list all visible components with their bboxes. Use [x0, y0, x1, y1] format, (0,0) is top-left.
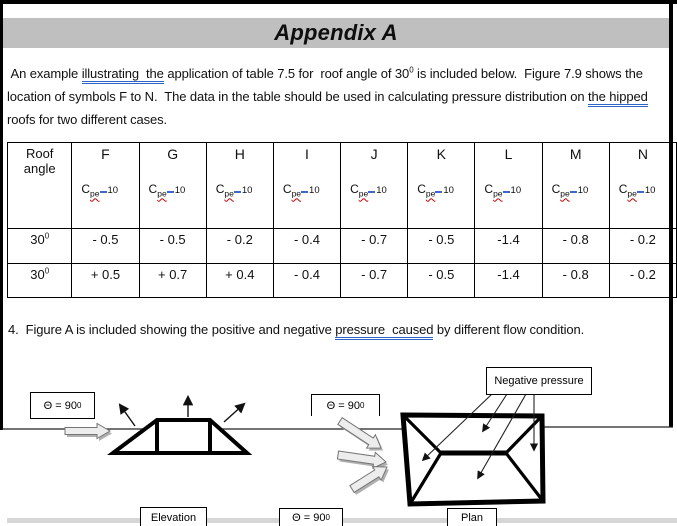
coef-dash	[503, 187, 510, 193]
coef-base: C	[417, 182, 426, 196]
value-cell: + 0.4	[206, 264, 273, 298]
intro-text: is included below. Figure 7.9 shows the location of symbols F to N. The data in the table should be used in calculating pressure distribution on	[7, 66, 647, 104]
coef-number: 10	[174, 185, 186, 196]
angle-value: 30	[30, 267, 45, 282]
coef-base: C	[484, 182, 494, 196]
theta-label-bottom: Θ = 90 0	[279, 508, 343, 526]
plan-caption	[447, 508, 497, 526]
value-cell: -1.4	[475, 229, 542, 264]
pointer-arrow-icon	[478, 394, 526, 478]
column-header-L	[475, 143, 542, 229]
elevation-caption-text: Elevation	[150, 511, 197, 524]
plan-figure	[403, 415, 543, 504]
theta-label-left: Θ = 90 0	[30, 392, 95, 419]
column-header-N	[609, 143, 676, 229]
wind-arrow-icon	[337, 451, 388, 471]
plan-outline	[403, 415, 543, 504]
wind-arrow-icon	[338, 418, 383, 451]
zone-letter: M	[569, 146, 582, 162]
wind-arrow-icon	[65, 424, 112, 442]
value-cell: - 0.2	[206, 229, 273, 264]
zone-letter: F	[101, 146, 110, 162]
column-header-G	[139, 143, 206, 229]
value-cell: - 0.5	[408, 264, 475, 298]
coef-number: 10	[376, 185, 387, 196]
zone-letter: H	[234, 146, 245, 162]
plan-hip-line	[506, 416, 542, 453]
coef-number: 10	[107, 185, 119, 196]
value-cell: - 0.7	[341, 264, 408, 298]
coef-number: 10	[577, 185, 589, 196]
coef-base: C	[618, 182, 628, 196]
pointer-arrow-icon	[483, 394, 507, 431]
coef-number: 10	[510, 185, 522, 196]
value-cell: -1.4	[475, 264, 542, 298]
zone-letter: N	[637, 146, 648, 162]
coef-base: C	[551, 182, 561, 196]
coefficient-symbol	[142, 181, 204, 199]
theta-label-middle: Θ = 90 0	[311, 394, 380, 416]
superscript-zero: 0	[44, 266, 50, 276]
coefficient-symbol	[343, 181, 405, 199]
elevation-figure	[113, 397, 247, 453]
page-border-left	[0, 0, 3, 430]
coef-subscript: pe	[425, 188, 436, 199]
roof-angle-cell	[8, 229, 72, 264]
negative-pressure-arrows	[423, 394, 534, 478]
value-cell: - 0.5	[72, 229, 139, 264]
item4-text: by different flow condition.	[433, 322, 585, 337]
grammar-underlined-text: pressure caused	[335, 322, 433, 340]
coef-base: C	[81, 182, 91, 196]
coefficient-symbol	[545, 181, 607, 199]
zone-letter: I	[305, 146, 309, 162]
coef-number: 10	[309, 185, 320, 196]
coefficient-symbol	[410, 181, 472, 199]
coef-subscript: pe	[358, 188, 369, 199]
pressure-coefficient-table	[7, 142, 677, 298]
value-cell: - 0.2	[609, 264, 676, 298]
zone-letter: K	[436, 146, 446, 162]
angle-value: 30	[30, 232, 45, 247]
coef-dash	[637, 187, 644, 193]
value-cell: - 0.4	[273, 264, 340, 298]
corner-label-line2: angle	[23, 161, 56, 176]
column-header-K	[408, 143, 475, 229]
roof-angle-cell	[8, 264, 72, 298]
item-4-paragraph	[8, 320, 668, 340]
coef-subscript: pe	[291, 188, 302, 199]
coef-subscript: pe	[560, 188, 570, 199]
column-header-M	[542, 143, 609, 229]
table-header-row	[8, 143, 677, 229]
page-border-top	[0, 0, 677, 4]
coefficient-symbol	[74, 181, 136, 199]
column-header-J	[341, 143, 408, 229]
grammar-underlined-text: illustrating the	[82, 66, 164, 84]
table-row	[8, 229, 677, 264]
coef-base: C	[215, 182, 225, 196]
value-cell: - 0.8	[542, 264, 609, 298]
suction-arrow-icon	[120, 405, 135, 426]
coef-number: 10	[443, 185, 454, 196]
coef-base: C	[148, 182, 158, 196]
value-cell: - 0.8	[542, 229, 609, 264]
column-header-H	[206, 143, 273, 229]
plan-hip-line	[403, 415, 441, 453]
intro-text: roofs for two different cases.	[7, 89, 652, 127]
value-cell: - 0.2	[609, 229, 676, 264]
value-cell: - 0.7	[341, 229, 408, 264]
coef-number: 10	[241, 185, 253, 196]
plan-hip-line	[410, 453, 441, 504]
value-cell: - 0.4	[273, 229, 340, 264]
zone-letter: G	[167, 146, 179, 162]
superscript-zero: 0	[44, 231, 50, 241]
value-cell: + 0.7	[139, 264, 206, 298]
theta-text: Θ = 90	[326, 399, 360, 412]
column-header-I	[273, 143, 340, 229]
negative-pressure-text: Negative pressure	[494, 375, 584, 387]
coef-subscript: pe	[157, 188, 167, 199]
table-row	[8, 264, 677, 298]
zone-letter: J	[370, 146, 378, 162]
grammar-underlined-text: the hipped	[588, 89, 648, 107]
theta-text: Θ = 90	[43, 399, 77, 412]
coefficient-symbol	[612, 181, 674, 199]
coef-dash	[435, 187, 442, 193]
plan-hip-line	[506, 453, 543, 501]
value-cell: - 0.5	[139, 229, 206, 264]
pointer-arrow-icon	[423, 394, 492, 460]
wind-arrow-icon	[350, 467, 389, 495]
corner-cell	[8, 143, 72, 229]
coef-dash	[100, 187, 107, 193]
coef-subscript: pe	[627, 188, 637, 199]
coef-subscript: pe	[493, 188, 503, 199]
item4-text: 4. Figure A is included showing the positive and negative	[8, 322, 336, 337]
intro-text: An example	[7, 66, 82, 81]
value-cell: + 0.5	[72, 264, 139, 298]
page-title: Appendix A	[274, 20, 398, 45]
coef-subscript: pe	[90, 188, 100, 199]
coef-dash	[234, 187, 241, 193]
coefficient-symbol	[276, 181, 338, 199]
coef-dash	[368, 187, 375, 193]
plan-caption-text: Plan	[460, 512, 484, 524]
coef-number: 10	[644, 185, 656, 196]
coef-subscript: pe	[224, 188, 234, 199]
elevation-caption	[140, 507, 207, 526]
coefficient-symbol	[477, 181, 539, 199]
suction-arrow-icon	[224, 404, 244, 422]
coefficient-symbol	[209, 181, 271, 199]
theta-text: Θ = 90	[292, 512, 326, 524]
value-cell: - 0.5	[408, 229, 475, 264]
coef-dash	[570, 187, 577, 193]
coef-dash	[301, 187, 308, 193]
zone-letter: L	[504, 146, 513, 162]
superscript-zero: 0	[409, 65, 414, 75]
coef-dash	[167, 187, 174, 193]
intro-text: application of table 7.5 for roof angle of 30	[163, 66, 410, 81]
coef-base: C	[350, 182, 359, 196]
negative-pressure-label	[486, 367, 592, 395]
column-header-F	[72, 143, 139, 229]
coef-base: C	[282, 182, 292, 196]
corner-label-line1: Roof	[25, 146, 54, 161]
intro-paragraph	[7, 62, 667, 131]
title-band	[3, 18, 669, 48]
elevation-outline	[113, 420, 247, 453]
